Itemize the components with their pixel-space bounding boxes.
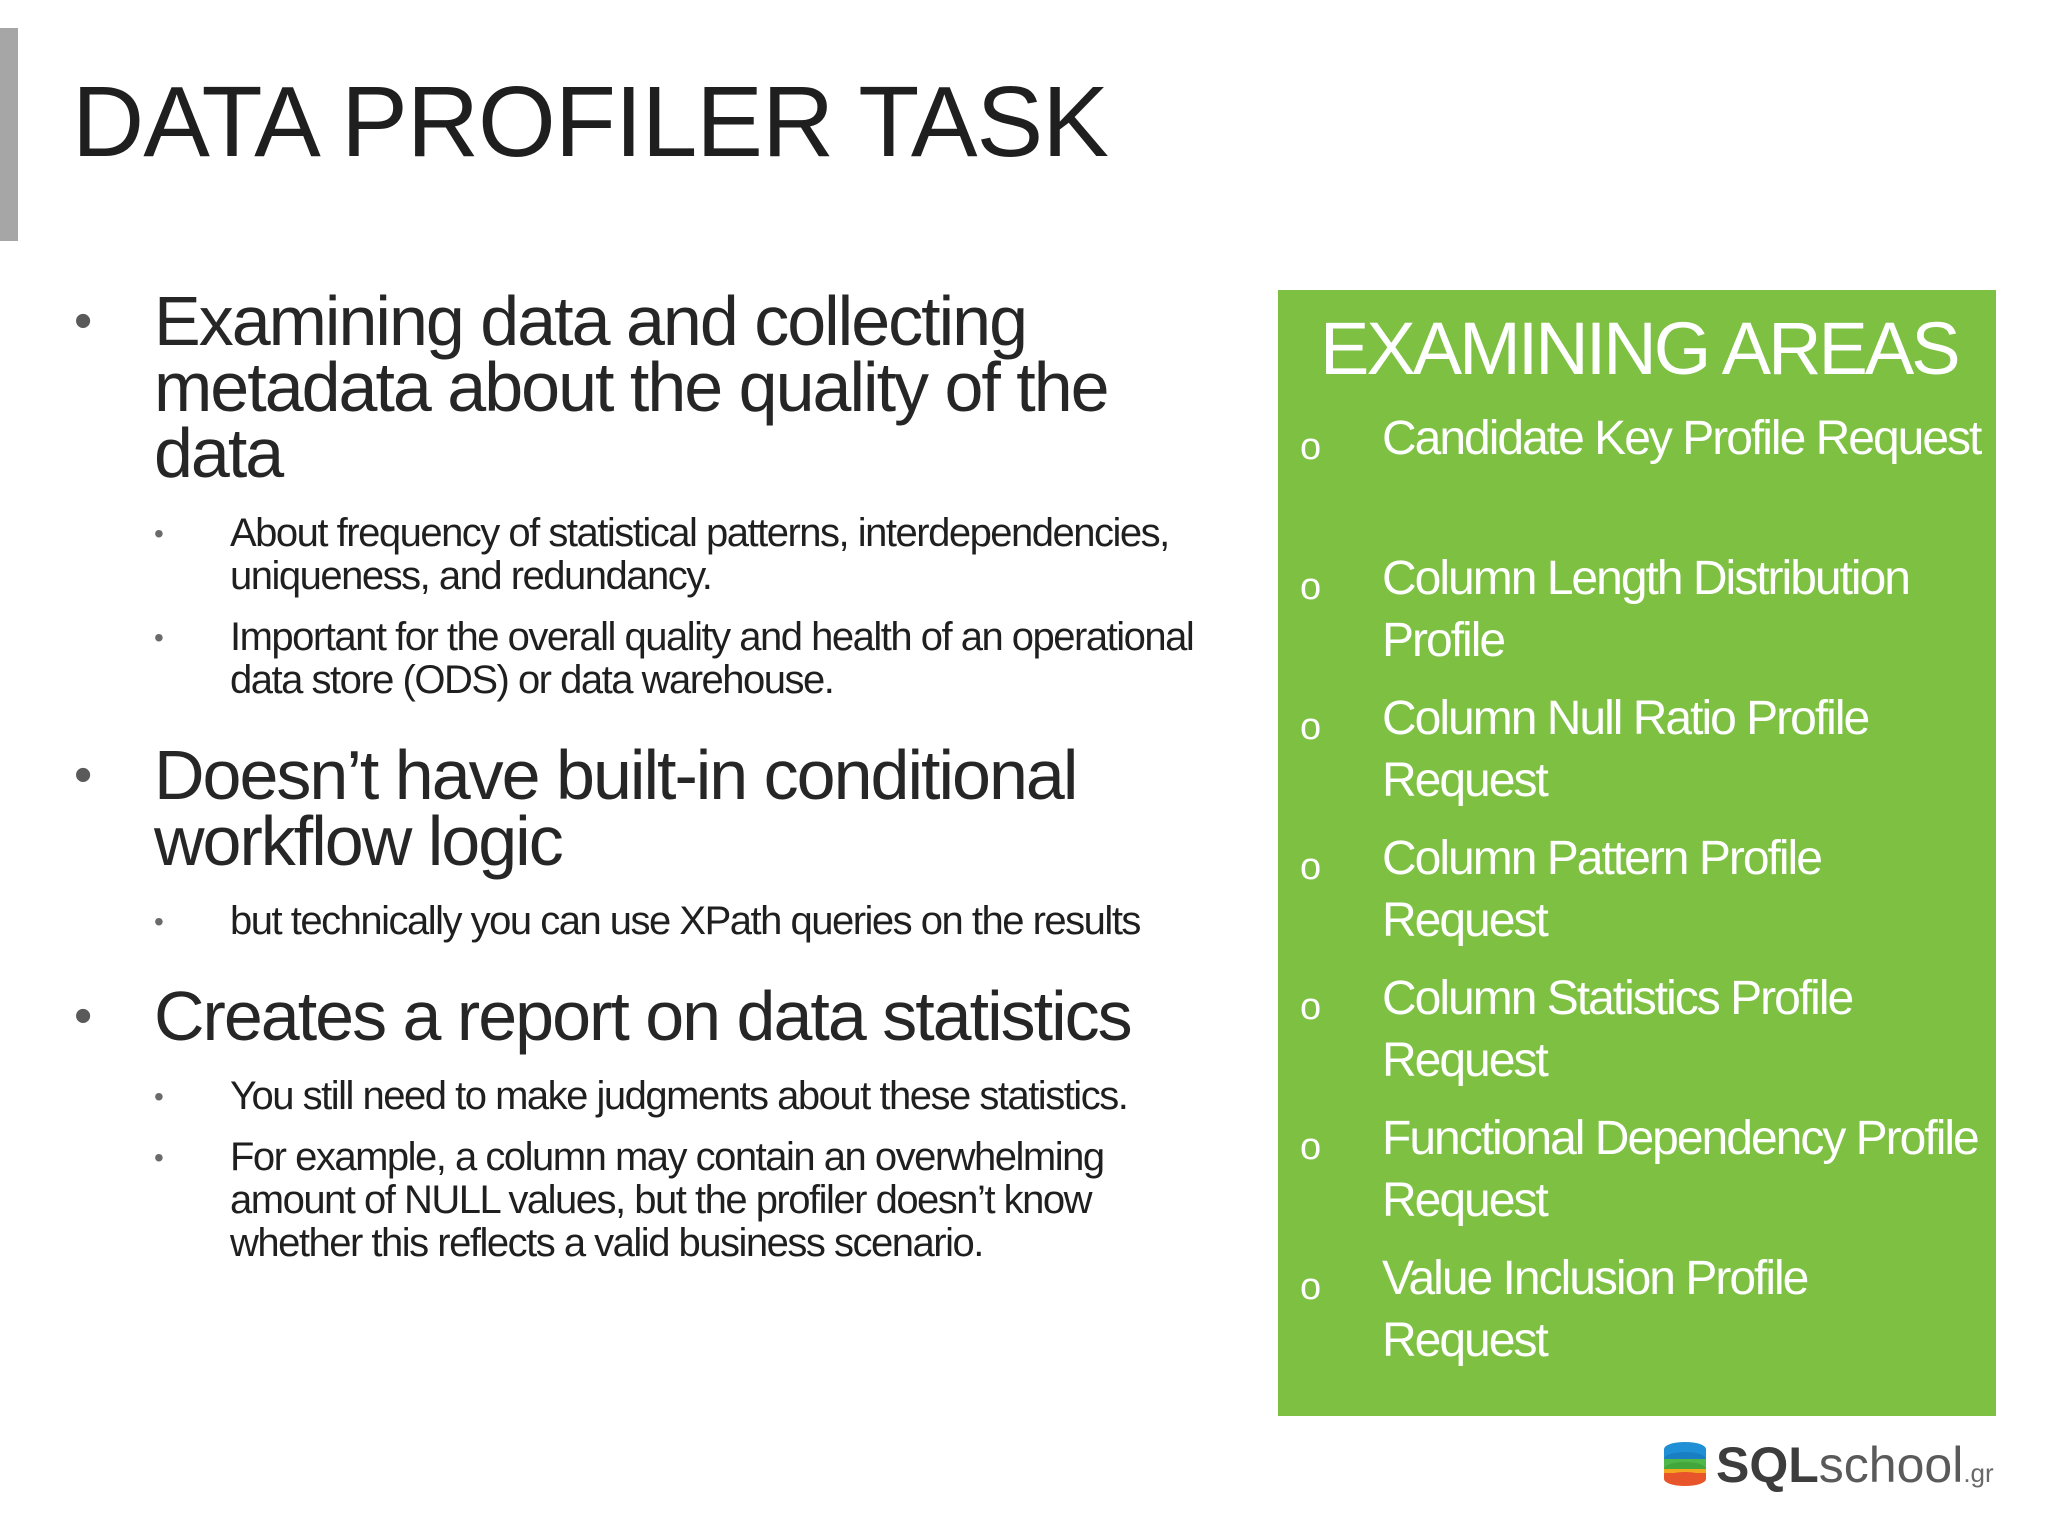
circle-bullet-icon: o	[1300, 706, 1322, 748]
sub-bullet	[72, 512, 1232, 598]
bullet-dot-icon: •	[74, 987, 91, 1045]
list-item	[1278, 1248, 1996, 1388]
title-accent-bar	[0, 28, 18, 241]
circle-bullet-icon: o	[1300, 1126, 1322, 1168]
list-item-text: Candidate Key Profile Request	[1382, 412, 1981, 465]
list-item	[1278, 688, 1996, 828]
database-stack-icon	[1662, 1440, 1708, 1490]
sqlschool-logo	[1662, 1436, 2022, 1496]
sub-bullet-text: For example, a column may contain an overwhelming amount of NULL values, but the profiler doesn’t know whether this reflects a valid business scenario.	[230, 1135, 1104, 1265]
logo-school-text: school	[1818, 1437, 1964, 1493]
bullet-group-workflow	[72, 736, 1232, 943]
sub-bullet	[72, 900, 1232, 943]
circle-bullet-icon: o	[1300, 986, 1322, 1028]
sub-bullet-dot-icon: •	[154, 1081, 163, 1112]
list-item	[1278, 548, 1996, 688]
bullet-group-report	[72, 977, 1232, 1265]
bullet-level1	[72, 736, 1232, 880]
list-item-text: Column Pattern Profile Request	[1382, 832, 1821, 947]
circle-bullet-icon: o	[1300, 1266, 1322, 1308]
bullet-text: Doesn’t have built-in conditional workflow logic	[154, 736, 1077, 880]
list-item-text: Value Inclusion Profile Request	[1382, 1252, 1808, 1367]
list-item	[1278, 828, 1996, 968]
bullet-group-examining	[72, 282, 1232, 702]
logo-tld-text: .gr	[1963, 1458, 1994, 1488]
sub-bullet-dot-icon: •	[154, 906, 163, 937]
panel-title: EXAMINING AREAS	[1320, 307, 1958, 390]
main-bullet-list	[72, 282, 1232, 1305]
logo-wordmark	[1716, 1436, 1994, 1502]
list-item-text: Column Statistics Profile Request	[1382, 972, 1853, 1087]
bullet-dot-icon: •	[74, 746, 91, 804]
sub-bullet	[72, 1136, 1232, 1265]
list-item-text: Column Null Ratio Profile Request	[1382, 692, 1869, 807]
bullet-level1	[72, 977, 1232, 1055]
sub-bullet-text: but technically you can use XPath queries on the results	[230, 899, 1140, 943]
bullet-level1	[72, 282, 1232, 492]
list-item	[1278, 1108, 1996, 1248]
examining-areas-list	[1278, 408, 1996, 1388]
list-item	[1278, 968, 1996, 1108]
sub-bullet	[72, 616, 1232, 702]
examining-areas-panel	[1278, 290, 1996, 1416]
sub-bullet-dot-icon: •	[154, 1142, 163, 1173]
list-item-text: Column Length Distribution Profile	[1382, 552, 1909, 667]
list-item-text: Functional Dependency Profile Request	[1382, 1112, 1978, 1227]
circle-bullet-icon: o	[1300, 566, 1322, 608]
sub-bullet-text: About frequency of statistical patterns, interdependencies, uniqueness, and redundancy.	[230, 511, 1169, 598]
sub-bullet-dot-icon: •	[154, 622, 163, 653]
bullet-text: Examining data and collecting metadata about the quality of the data	[154, 282, 1108, 492]
list-item	[1278, 408, 1996, 548]
slide-title: DATA PROFILER TASK	[72, 66, 1108, 178]
circle-bullet-icon: o	[1300, 846, 1322, 888]
logo-sql-text: SQL	[1716, 1437, 1819, 1493]
sub-bullet-dot-icon: •	[154, 518, 163, 549]
sub-bullet-text: You still need to make judgments about these statistics.	[230, 1074, 1128, 1118]
sub-bullet-text: Important for the overall quality and health of an operational data store (ODS) or data warehouse.	[230, 615, 1194, 702]
bullet-text: Creates a report on data statistics	[154, 977, 1131, 1055]
circle-bullet-icon: o	[1300, 426, 1322, 468]
sub-bullet	[72, 1075, 1232, 1118]
bullet-dot-icon: •	[74, 292, 91, 350]
